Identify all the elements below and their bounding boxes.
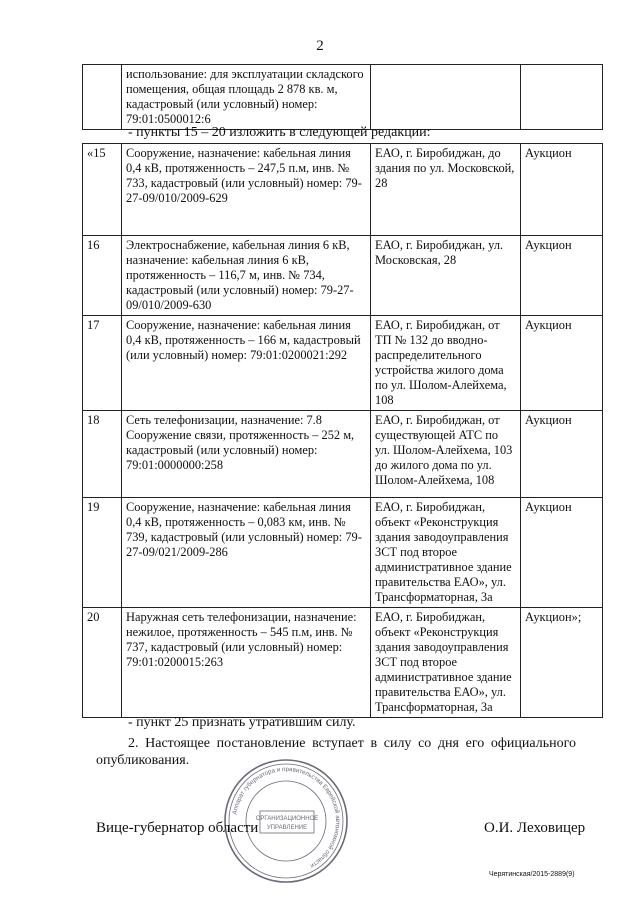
document-id: Черятинская/2015-2889(9) — [489, 871, 575, 878]
row-address: ЕАО, г. Биробиджан, ул. Московская, 28 — [371, 236, 521, 316]
row-num: «15 — [83, 144, 122, 236]
row-address: ЕАО, г. Биробиджан, объект «Реконструкция здания заводоуправления ЗСТ под второе административное здание правительства ЕАО», ул. Трансформаторная, 3а — [371, 608, 521, 718]
row-num: 16 — [83, 236, 122, 316]
row-address: ЕАО, г. Биробиджан, до здания по ул. Московской, 28 — [371, 144, 521, 236]
row-method: Аукцион — [521, 236, 603, 316]
row-method — [521, 65, 603, 130]
stamp-inner-line2: УПРАВЛЕНИЕ — [266, 825, 308, 831]
top-table — [82, 64, 603, 130]
row-desc: Сеть телефонизации, назначение: 7.8 Сооружение связи, протяженность – 252 м, кадастровый (или условный) номер: 79:01:0000000:258 — [122, 411, 371, 498]
row-method: Аукцион — [521, 411, 603, 498]
main-table — [82, 143, 603, 718]
row-desc: Электроснабжение, кабельная линия 6 кВ, назначение: кабельная линия 6 кВ, протяженность – 116,7 м, инв. № 734, кадастровый (или условный) номер: 79-27-09/010/2009-630 — [122, 236, 371, 316]
row-num: 20 — [83, 608, 122, 718]
row-method: Аукцион — [521, 144, 603, 236]
row-num: 17 — [83, 316, 122, 411]
page-number: 2 — [316, 38, 324, 54]
row-desc: Сооружение, назначение: кабельная линия 0,4 кВ, протяженность – 166 м, кадастровый (или условный) номер: 79:01:0200021:292 — [122, 316, 371, 411]
row-method: Аукцион — [521, 498, 603, 608]
signatory-name: О.И. Леховицер — [484, 820, 586, 836]
row-method: Аукцион»; — [521, 608, 603, 718]
signatory-position: Вице-губернатор области — [96, 820, 259, 836]
table-row — [83, 608, 603, 718]
row-desc: использование: для эксплуатации складского помещения, общая площадь 2 878 кв. м, кадастровый (или условный) номер: 79:01:0500012:6 — [122, 65, 371, 130]
table-row — [83, 144, 603, 236]
row-address — [371, 65, 521, 130]
table-row — [83, 411, 603, 498]
table-row — [83, 316, 603, 411]
row-method: Аукцион — [521, 316, 603, 411]
row-address: ЕАО, г. Биробиджан, от ТП № 132 до вводно-распределительного устройства жилого дома по ул. Шолом-Алейхема, 108 — [371, 316, 521, 411]
note-point-25: - пункт 25 признать утратившим силу. — [128, 715, 356, 730]
row-address: ЕАО, г. Биробиджан, объект «Реконструкция здания заводоуправления ЗСТ под второе административное здание правительства ЕАО», ул. Трансформаторная, 3а — [371, 498, 521, 608]
table-row — [83, 236, 603, 316]
table-row — [83, 65, 603, 130]
row-num: 19 — [83, 498, 122, 608]
row-address: ЕАО, г. Биробиджан, от существующей АТС по ул. Шолом-Алейхема, 103 до жилого дома по ул. Шолом-Алейхема, 108 — [371, 411, 521, 498]
row-desc: Наружная сеть телефонизации, назначение: нежилое, протяженность – 545 п.м, инв. № 737, кадастровый (или условный) номер: 79:01:0200015:263 — [122, 608, 371, 718]
paragraph-2: 2. Настоящее постановление вступает в силу со дня его официального опубликования. — [96, 736, 576, 768]
table-row — [83, 498, 603, 608]
row-desc: Сооружение, назначение: кабельная линия 0,4 кВ, протяженность – 0,083 км, инв. № 739, кадастровый (или условный) номер: 79-27-09/021/2009-286 — [122, 498, 371, 608]
row-num — [83, 65, 122, 130]
row-num: 18 — [83, 411, 122, 498]
intro-note: - пункты 15 – 20 изложить в следующей редакции: — [128, 125, 431, 140]
row-desc: Сооружение, назначение: кабельная линия 0,4 кВ, протяженность – 247,5 п.м, инв. № 733, кадастровый (или условный) номер: 79-27-09/010/2009-629 — [122, 144, 371, 236]
stamp-ring-text: Аппарат губернатора и правительства Еврейской автономной области — [231, 765, 342, 870]
stamp-inner-line1: ОРГАНИЗАЦИОННОЕ — [255, 816, 319, 822]
